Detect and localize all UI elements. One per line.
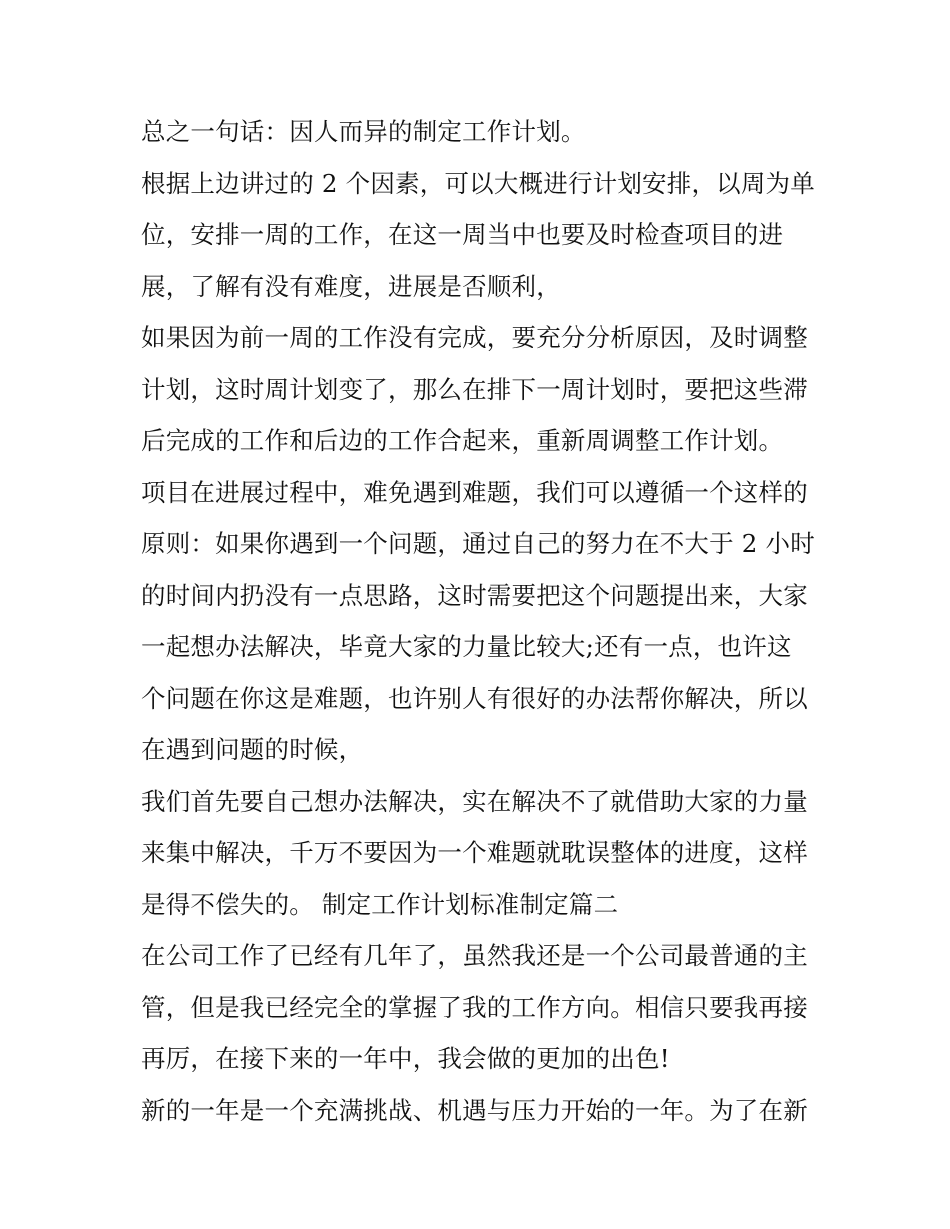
- text-line: 在遇到问题的时候，: [141, 735, 364, 764]
- text-line: 再厉，在接下来的一年中，我会做的更加的出色!: [141, 1044, 670, 1073]
- text-line: 总之一句话：因人而异的制定工作计划。: [141, 117, 586, 146]
- text-line: 根据上边讲过的 2 个因素，可以大概进行计划安排，以周为单: [141, 168, 815, 198]
- text-line: 展，了解有没有难度，进展是否顺利，: [141, 271, 561, 301]
- text-line: 如果因为前一周的工作没有完成，要充分分析原因，及时调整: [141, 323, 808, 352]
- text-line: 我们首先要自己想办法解决，实在解决不了就借助大家的力量: [141, 786, 808, 816]
- text-line: 项目在进展过程中，难免遇到难题，我们可以遵循一个这样的: [141, 477, 808, 507]
- text-line: 计划，这时周计划变了，那么在排下一周计划时，要把这些滞: [141, 374, 808, 404]
- text-line: 后完成的工作和后边的工作合起来，重新周调整工作计划。: [141, 426, 784, 455]
- text-line: 原则：如果你遇到一个问题，通过自己的努力在不大于 2 小时: [141, 529, 815, 558]
- text-line: 来集中解决，千万不要因为一个难题就耽误整体的进度，这样: [141, 838, 808, 867]
- text-line: 的时间内扔没有一点思路，这时需要把这个问题提出来，大家: [141, 580, 808, 610]
- text-line: 管，但是我已经完全的掌握了我的工作方向。相信只要我再接: [141, 992, 808, 1022]
- text-line: 是得不偿失的。 制定工作计划标准制定篇二: [141, 889, 619, 919]
- text-line: 位，安排一周的工作，在这一周当中也要及时检查项目的进: [141, 220, 784, 249]
- text-line: 在公司工作了已经有几年了，虽然我还是一个公司最普通的主: [141, 941, 808, 970]
- document-body: [141, 106, 816, 1136]
- text-line: 个问题在你这是难题，也许别人有很好的办法帮你解决，所以: [141, 683, 808, 713]
- text-line: 新的一年是一个充满挑战、机遇与压力开始的一年。为了在新: [141, 1095, 808, 1125]
- text-line: 一起想办法解决，毕竟大家的力量比较大;还有一点，也许这: [141, 632, 792, 661]
